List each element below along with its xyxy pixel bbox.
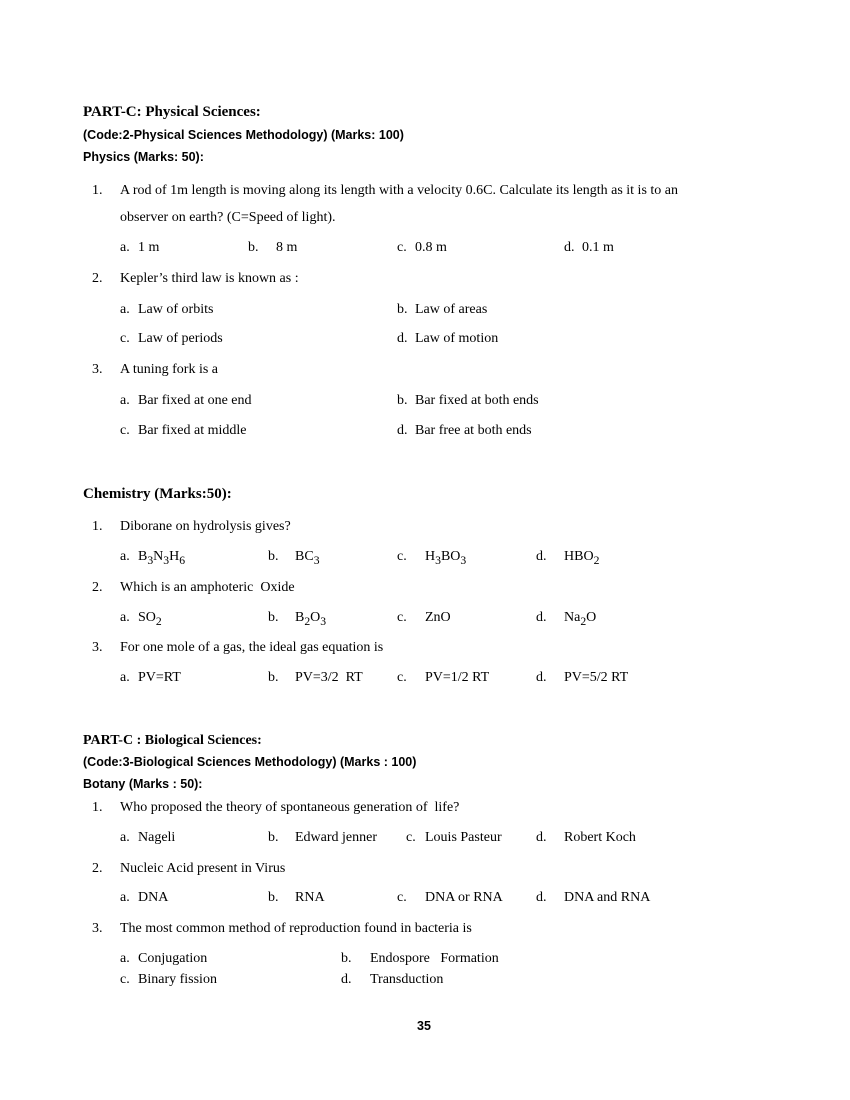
option-text: Edward jenner [295, 830, 378, 845]
option-formula: $B_3N_3H_6$ [138, 549, 186, 567]
option-label: c. [120, 423, 130, 438]
option-label: a. [120, 240, 130, 255]
option-label: a. [120, 393, 130, 408]
option-text: Nageli [138, 830, 176, 845]
question-number: 1. [92, 519, 103, 534]
question-text: Nucleic Acid present in Virus [120, 861, 286, 876]
question-number: 2. [92, 861, 103, 876]
option-label: a. [120, 549, 130, 564]
option-formula: $BC_3$ [295, 549, 320, 567]
option-text: PV=RT [138, 670, 181, 685]
option-formula: $SO_2$ [138, 610, 162, 628]
option-label: d. [536, 830, 547, 845]
option-label: d. [397, 423, 408, 438]
option-text: 0.8 m [415, 240, 447, 255]
option-label: a. [120, 830, 130, 845]
option-label: b. [268, 610, 279, 625]
option-label: c. [397, 610, 407, 625]
question-number: 1. [92, 800, 103, 815]
option-formula: $H_3BO_3$ [425, 549, 467, 567]
chemistry-heading: Chemistry (Marks:50): [83, 486, 232, 502]
option-text: Robert Koch [564, 830, 636, 845]
option-text: Bar fixed at both ends [415, 393, 539, 408]
question-number: 3. [92, 362, 103, 377]
option-label: d. [536, 890, 547, 905]
option-label: d. [564, 240, 575, 255]
option-text: 0.1 m [582, 240, 614, 255]
option-label: d. [536, 670, 547, 685]
option-label: b. [341, 951, 352, 966]
option-label: a. [120, 610, 130, 625]
option-label: c. [406, 830, 416, 845]
option-text: Law of areas [415, 302, 488, 317]
option-label: b. [248, 240, 259, 255]
question-number: 2. [92, 580, 103, 595]
option-text: DNA or RNA [425, 890, 503, 905]
physical-sciences-title: PART-C: Physical Sciences: [83, 104, 261, 120]
option-text: Law of periods [138, 331, 223, 346]
option-text: Bar free at both ends [415, 423, 532, 438]
option-label: a. [120, 670, 130, 685]
option-text: Conjugation [138, 951, 208, 966]
question-text: Which is an amphoteric Oxide [120, 580, 295, 595]
option-formula: ZnO [425, 610, 451, 625]
option-text: DNA [138, 890, 169, 905]
option-label: d. [536, 610, 547, 625]
option-text: Law of orbits [138, 302, 214, 317]
question-text: Kepler’s third law is known as : [120, 271, 299, 286]
question-number: 2. [92, 271, 103, 286]
page-number: 35 [417, 1019, 431, 1033]
option-label: d. [397, 331, 408, 346]
option-label: c. [397, 240, 407, 255]
option-label: c. [397, 549, 407, 564]
option-text: Transduction [370, 972, 444, 987]
option-formula: $HBO_2$ [564, 549, 600, 567]
option-text: DNA and RNA [564, 890, 651, 905]
option-text: Bar fixed at middle [138, 423, 247, 438]
question-text: For one mole of a gas, the ideal gas equation is [120, 640, 384, 655]
question-text: The most common method of reproduction found in bacteria is [120, 921, 472, 936]
option-label: b. [397, 393, 408, 408]
option-label: b. [268, 549, 279, 564]
option-label: b. [268, 890, 279, 905]
question-text: Who proposed the theory of spontaneous generation of life? [120, 800, 460, 815]
physics-heading: Physics (Marks: 50): [83, 150, 204, 164]
option-text: Louis Pasteur [425, 830, 502, 845]
option-text: RNA [295, 890, 325, 905]
option-label: c. [120, 972, 130, 987]
question-text: A tuning fork is a [120, 362, 218, 377]
option-text: Endospore Formation [370, 951, 499, 966]
option-label: a. [120, 951, 130, 966]
option-label: c. [120, 331, 130, 346]
question-text: Diborane on hydrolysis gives? [120, 519, 291, 534]
option-formula: $Na_2O$ [564, 610, 597, 628]
question-number: 3. [92, 921, 103, 936]
option-label: a. [120, 890, 130, 905]
question-text: A rod of 1m length is moving along its length with a velocity 0.6C. Calculate its length as it is to an [120, 183, 678, 198]
question-number: 3. [92, 640, 103, 655]
question-number: 1. [92, 183, 103, 198]
option-text: PV=1/2 RT [425, 670, 490, 685]
physical-sciences-code: (Code:2-Physical Sciences Methodology) (Marks: 100) [83, 128, 404, 142]
option-text: PV=5/2 RT [564, 670, 629, 685]
option-text: 1 m [138, 240, 160, 255]
option-label: c. [397, 890, 407, 905]
option-text: PV=3/2 RT [295, 670, 363, 685]
option-label: b. [268, 830, 279, 845]
option-label: b. [397, 302, 408, 317]
option-label: b. [268, 670, 279, 685]
option-text: Law of motion [415, 331, 499, 346]
biological-sciences-title: PART-C : Biological Sciences: [83, 733, 262, 748]
option-formula: $B_2O_3$ [295, 610, 327, 628]
option-label: a. [120, 302, 130, 317]
option-text: Binary fission [138, 972, 217, 987]
botany-heading: Botany (Marks : 50): [83, 777, 203, 791]
option-label: c. [397, 670, 407, 685]
option-text: Bar fixed at one end [138, 393, 252, 408]
question-text-continued: observer on earth? (C=Speed of light). [120, 210, 336, 225]
option-label: d. [536, 549, 547, 564]
option-text: 8 m [276, 240, 298, 255]
biological-sciences-code: (Code:3-Biological Sciences Methodology) (Marks : 100) [83, 755, 417, 769]
option-label: d. [341, 972, 352, 987]
